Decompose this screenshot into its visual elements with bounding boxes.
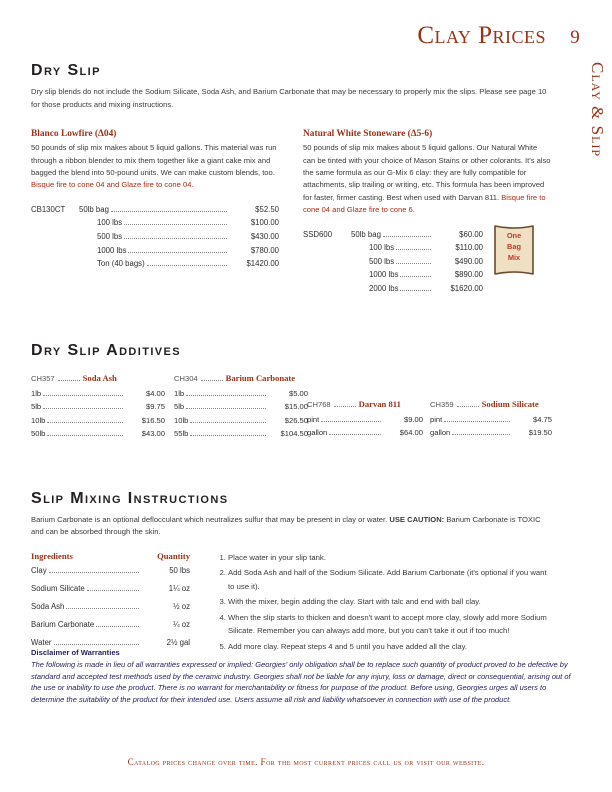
product-fire-note: Bisque fire to cone 04 and Glaze fire to cone 04. [31, 180, 194, 190]
disclaimer-block [31, 648, 579, 705]
disclaimer-text: The following is made in lieu of all warranties expressed or implied: Georgies' only obligation shall be to replace such quantity of product proved to be defective by standard and accepted test methods used by the ceramic industry. Georgies shall not be liable for any injury, loss or damage, direct or consequential, arising out of the use or inability to use the product. There is no warrant for merchantability or fitness for purpose of the product. Before using, Georgies urges all users to determine the suitability of the product for their intended use. Users assume all risk and liability whatsoever in connection with use of the product. [31, 660, 571, 704]
additive-sku: CH359 [430, 399, 454, 409]
additive-label: gallon [307, 428, 328, 438]
additive-name: Soda Ash [82, 372, 117, 383]
leader-dots [396, 245, 431, 251]
additive-name: Barium Carbonate [225, 372, 296, 383]
price-amount: $1620.00 [450, 284, 483, 293]
section-dry-slip-additives [31, 342, 552, 454]
section-side-tab [584, 62, 610, 272]
price-amount: $430.00 [250, 232, 279, 241]
section-dry-slip [31, 62, 552, 296]
one-bag-mix-text [491, 230, 537, 263]
table-row [31, 565, 190, 583]
product-sku: CB130CT [31, 204, 66, 214]
additive-header [430, 398, 552, 411]
price-label: 100 lbs [97, 218, 123, 228]
dry-slip-heading: Dry Slip [31, 62, 101, 79]
additive-barium-carbonate [174, 372, 308, 441]
additive-row [430, 426, 552, 439]
additive-label: gallon [430, 428, 451, 438]
product-description [31, 142, 279, 192]
sku-spacer [31, 244, 79, 258]
sku-spacer [31, 230, 79, 244]
sku-spacer [31, 257, 79, 271]
leader-dots [186, 404, 266, 410]
additive-amount: $26.50 [284, 415, 308, 425]
leader-dots [383, 231, 431, 237]
sku-spacer [303, 241, 351, 255]
table-row [31, 583, 190, 601]
product-description-text: 50 pounds of slip mix makes about 5 liquid gallons. This material was run through a ribbon blender to mix them together like a giant cake mix and bagged the blend into 50-pound units. We can make custom blends, too. [31, 143, 277, 177]
product-sku: SSD600 [303, 229, 333, 239]
price-amount: $890.00 [454, 270, 483, 280]
price-row [303, 255, 483, 269]
mixing-intro-a: Barium Carbonate is an optional deflocculant which neutralizes sulfur that may be present in clay or water. [31, 514, 390, 524]
main-content [31, 62, 552, 656]
price-amount: $1420.00 [246, 259, 279, 269]
ingredient-name-cell [31, 583, 141, 601]
leader-dots [400, 285, 431, 291]
price-amount: $52.50 [255, 204, 279, 214]
disclaimer-heading: Disclaimer of Warranties [31, 648, 120, 657]
additive-amount: $15.00 [284, 402, 308, 412]
additive-header [307, 398, 423, 411]
leader-dots [400, 272, 431, 278]
table-header-row [31, 551, 190, 565]
page-header [417, 22, 582, 50]
additive-amount: $5.00 [288, 389, 308, 398]
ingredient-quantity: ¼ oz [173, 620, 191, 630]
leader-dots [58, 375, 80, 381]
price-label: 50lb bag [351, 229, 381, 239]
additives-heading: Dry Slip Additives [31, 341, 181, 359]
additive-soda-ash [31, 372, 165, 441]
page-footer [0, 752, 612, 770]
leader-dots [128, 247, 227, 253]
ingredient-quantity: 50 lbs [169, 565, 191, 575]
price-row [31, 216, 279, 230]
price-label: Ton (40 bags) [97, 259, 145, 269]
additive-sku: CH304 [174, 373, 198, 383]
additive-label: 10lb [174, 415, 189, 425]
additive-label: 10lb [31, 415, 46, 425]
product-fire-note: Bisque fire to cone 04 and Glaze fire to cone 6. [303, 192, 546, 215]
additive-label: 5lb [174, 402, 185, 412]
leader-dots [54, 640, 139, 646]
price-list [31, 203, 279, 271]
mixing-body [31, 551, 552, 656]
ingredient-name: Water [31, 638, 52, 648]
additive-amount: $19.50 [528, 428, 552, 438]
price-amount: $490.00 [454, 256, 483, 266]
price-label: 1000 lbs [369, 270, 399, 280]
sku-spacer [303, 255, 351, 269]
additive-label: 5lb [31, 402, 42, 412]
additive-sku: CH768 [307, 399, 331, 409]
price-amount: $110.00 [455, 243, 483, 253]
price-row [31, 230, 279, 244]
price-row [303, 268, 483, 282]
leader-dots [329, 430, 381, 436]
list-item: 5. Add more clay. Repeat steps 4 and 5 until you have added all the clay. [228, 640, 552, 653]
leader-dots [190, 431, 266, 437]
leader-dots [186, 390, 266, 396]
price-label: 50lb bag [79, 204, 109, 214]
ingredient-name: Soda Ash [31, 602, 65, 612]
mixing-steps-list [212, 551, 552, 656]
leader-dots [444, 416, 510, 422]
price-row [303, 228, 483, 242]
ingredients-table [31, 551, 190, 656]
additive-row [307, 413, 423, 426]
leader-dots [43, 404, 123, 410]
additive-name: Darvan 811 [358, 398, 401, 409]
section-slip-mixing-instructions [31, 490, 552, 656]
list-item: 3. With the mixer, begin adding the clay. Start with talc and end with ball clay. [228, 595, 552, 608]
additive-row [174, 427, 308, 440]
ingredient-name-cell [31, 565, 141, 583]
dry-slip-intro: Dry slip blends do not include the Sodium Silicate, Soda Ash, and Barium Carbonate that may be necessary to properly mix the slips. Please see page 10 for those products and mixing instructions. [31, 87, 547, 109]
leader-dots [452, 430, 510, 436]
mixing-heading: Slip Mixing Instructions [31, 489, 229, 507]
leader-dots [87, 585, 139, 591]
leader-dots [396, 258, 431, 264]
leader-dots [321, 416, 381, 422]
additive-label: 55lb [174, 429, 189, 439]
column-header-quantity: Quantity [157, 550, 191, 561]
column-header-ingredients: Ingredients [31, 550, 73, 561]
ingredient-inner [31, 638, 141, 647]
ingredient-quantity: 1¼ oz [168, 583, 191, 593]
additive-label: pint [307, 415, 320, 424]
additive-header [174, 372, 308, 385]
list-item: 1. Place water in your slip tank. [228, 551, 552, 564]
leader-dots [49, 567, 139, 573]
additive-amount: $9.00 [403, 415, 423, 424]
ingredient-inner [31, 566, 141, 575]
ingredient-name: Barium Carbonate [31, 620, 95, 630]
ingredient-name: Sodium Silicate [31, 583, 85, 593]
dry-slip-products [31, 129, 552, 295]
additives-grid [31, 372, 552, 454]
price-label: 2000 lbs [369, 284, 399, 293]
ingredient-quantity: ½ oz [173, 602, 191, 612]
additive-label: 50lb [31, 429, 46, 439]
leader-dots [190, 417, 266, 423]
leader-dots [334, 401, 356, 407]
leader-dots [201, 375, 223, 381]
additive-label: pint [430, 415, 443, 424]
ingredient-name-cell [31, 601, 141, 619]
additive-row [174, 387, 308, 400]
price-amount: $100.00 [250, 218, 279, 228]
ingredient-quantity: 2½ gal [166, 638, 191, 648]
mixing-intro [31, 514, 549, 539]
product-description [303, 142, 551, 216]
footer-text: Catalog prices change over time. For the most current prices call us or visit our website. [127, 757, 485, 767]
leader-dots [124, 220, 227, 226]
additive-amount: $104.50 [280, 429, 308, 439]
additive-amount: $9.75 [145, 402, 165, 412]
additive-amount: $4.00 [145, 389, 165, 398]
side-tab-label: Clay & Slip [588, 62, 607, 158]
additive-label: 1lb [31, 389, 42, 398]
leader-dots [111, 206, 227, 212]
price-label: 1000 lbs [97, 245, 127, 255]
price-label: 100 lbs [369, 243, 395, 253]
page-title: Clay Prices [417, 22, 546, 49]
price-list [303, 228, 483, 296]
price-amount: $780.00 [250, 245, 279, 255]
additive-row [31, 400, 165, 413]
leader-dots [43, 390, 123, 396]
leader-dots [147, 261, 227, 267]
additive-row [31, 427, 165, 440]
additive-amount: $43.00 [141, 429, 165, 439]
ingredient-inner [31, 620, 141, 629]
additive-row [31, 414, 165, 427]
additive-row [430, 413, 552, 426]
mixing-caution-label: USE CAUTION: [389, 514, 445, 524]
price-row [31, 244, 279, 258]
bag-line-2: Bag [507, 242, 521, 252]
table-row [31, 601, 190, 619]
ingredient-inner [31, 584, 141, 593]
one-bag-mix-badge [491, 222, 537, 278]
sku-spacer [303, 268, 351, 282]
table-row [31, 619, 190, 637]
additive-amount: $4.75 [532, 415, 552, 424]
additive-row [174, 400, 308, 413]
leader-dots [47, 431, 123, 437]
additive-header [31, 372, 165, 385]
price-row [303, 241, 483, 255]
product-description-text: 50 pounds of slip mix makes about 5 liquid gallons. Our Natural White can be tinted with your choice of Mason Stains or other colorants. It's also the same formula as our G-Mix 6 clay: they are fully compatible for attachments, slip trailing or writing, etc. This formula has been improved for faster, firmer casting. Best when used with Darvan 811. [303, 143, 551, 202]
ingredient-name: Clay [31, 565, 47, 575]
additive-amount: $64.00 [399, 428, 423, 438]
additive-row [307, 426, 423, 439]
page-number: 9 [570, 27, 580, 48]
ingredient-inner [31, 602, 141, 611]
list-item: 4. When the slip starts to thicken and doesn't want to accept more clay, slowly add more Sodium Silicate. Remember you can always add more, but you can't take it out if too much! [228, 611, 552, 637]
additive-name: Sodium Silicate [481, 398, 539, 409]
leader-dots [66, 603, 138, 609]
product-name: Blanco Lowfire (Δ04) [31, 129, 117, 140]
sku-spacer [31, 216, 79, 230]
bag-line-1: One [506, 231, 522, 241]
additive-darvan-811 [307, 398, 423, 440]
leader-dots [47, 417, 123, 423]
mixing-intro-b: Barium Carbonate is TOXIC and can be absorbed through the skin. [31, 514, 541, 537]
additive-sodium-silicate [430, 398, 552, 440]
product-natural-white-stoneware [303, 129, 551, 295]
additive-row [174, 414, 308, 427]
ingredients-table-body [31, 565, 190, 656]
leader-dots [457, 401, 479, 407]
price-row [31, 257, 279, 271]
bag-line-3: Mix [507, 253, 521, 263]
list-item: 2. Add Soda Ash and half of the Sodium Silicate. Add Barium Carbonate (it's optional if you want to use it). [228, 566, 552, 592]
additive-label: 1lb [174, 389, 185, 398]
additive-sku: CH357 [31, 373, 55, 383]
leader-dots [124, 233, 227, 239]
price-label: 500 lbs [97, 232, 123, 241]
ingredient-name-cell [31, 619, 141, 637]
sku-spacer [303, 282, 351, 296]
product-blanco-lowfire [31, 129, 279, 295]
ingredients-table-head [31, 551, 190, 565]
price-row [31, 203, 279, 217]
additive-amount: $16.50 [141, 415, 165, 425]
product-name: Natural White Stoneware (Δ5-6) [303, 129, 433, 140]
price-amount: $60.00 [459, 229, 483, 239]
price-label: 500 lbs [369, 256, 395, 266]
additive-row [31, 387, 165, 400]
leader-dots [96, 622, 138, 628]
price-row [303, 282, 483, 296]
